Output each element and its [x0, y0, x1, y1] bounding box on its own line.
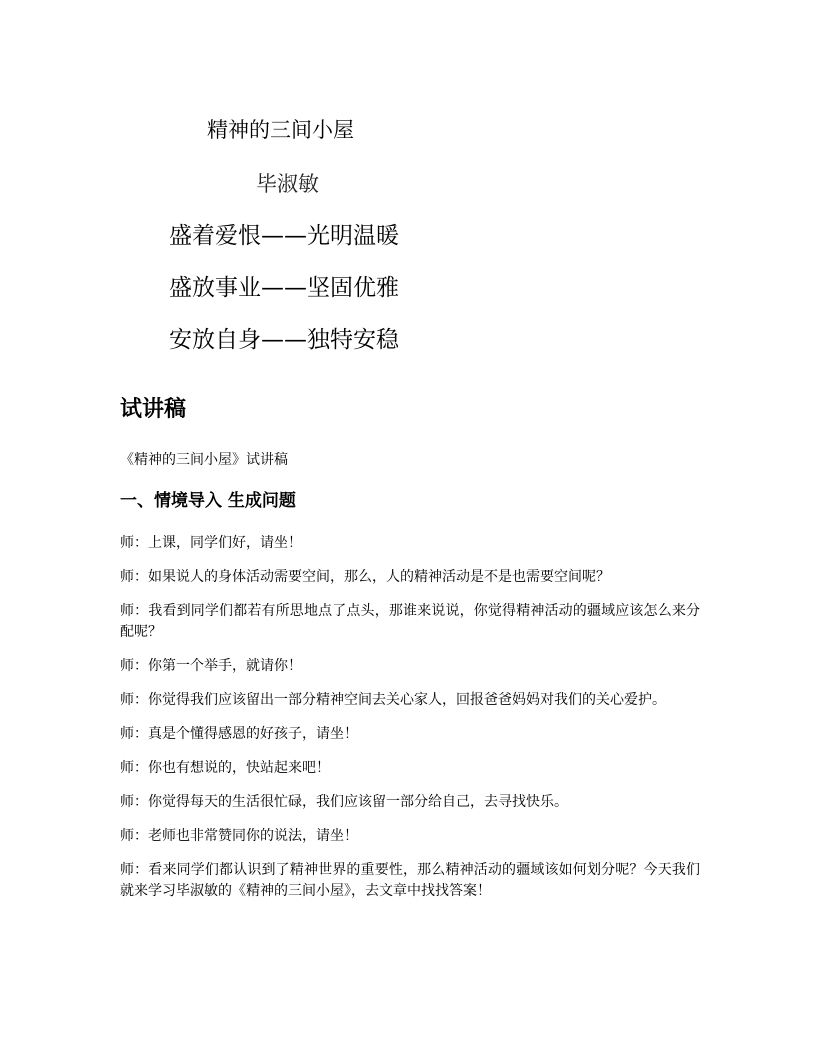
speech-heading: 试讲稿 [120, 397, 187, 422]
paragraph-10: 师：看来同学们都认识到了精神世界的重要性，那么精神活动的疆域该如何划分呢？今天我们就来学习毕淑敏的《精神的三间小屋》，去文章中找找答案！ [120, 862, 700, 899]
paragraph-5: 师：你觉得我们应该留出一部分精神空间去关心家人，回报爸爸妈妈对我们的关心爱护。 [120, 692, 666, 708]
speech-content [120, 533, 700, 915]
paragraph-9: 师：老师也非常赞同你的说法，请坐！ [120, 828, 358, 844]
paragraph-7: 师：你也有想说的，快站起来吧！ [120, 760, 330, 776]
paragraph-6: 师：真是个懂得感恩的好孩子，请坐！ [120, 726, 358, 742]
speech-subtitle: 《精神的三间小屋》试讲稿 [120, 452, 288, 468]
blackboard-title: 精神的三间小屋 [207, 118, 354, 142]
blackboard-author: 毕淑敏 [256, 172, 319, 196]
paragraph-4: 师：你第一个举手，就请你！ [120, 658, 302, 674]
paragraph-2: 师：如果说人的身体活动需要空间，那么，人的精神活动是不是也需要空间呢？ [120, 569, 610, 585]
section-heading: 一、情境导入 生成问题 [120, 491, 296, 511]
blackboard-line-3: 安放自身——独特安稳 [169, 327, 399, 353]
paragraph-1: 师：上课，同学们好，请坐！ [120, 535, 302, 551]
paragraph-3: 师：我看到同学们都若有所思地点了点头，那谁来说说，你觉得精神活动的疆域应该怎么来分配呢？ [120, 603, 700, 640]
blackboard-line-2: 盛放事业——坚固优雅 [169, 275, 399, 301]
blackboard-line-1: 盛着爱恨——光明温暖 [169, 223, 399, 249]
paragraph-8: 师：你觉得每天的生活很忙碌，我们应该留一部分给自己，去寻找快乐。 [120, 794, 568, 810]
